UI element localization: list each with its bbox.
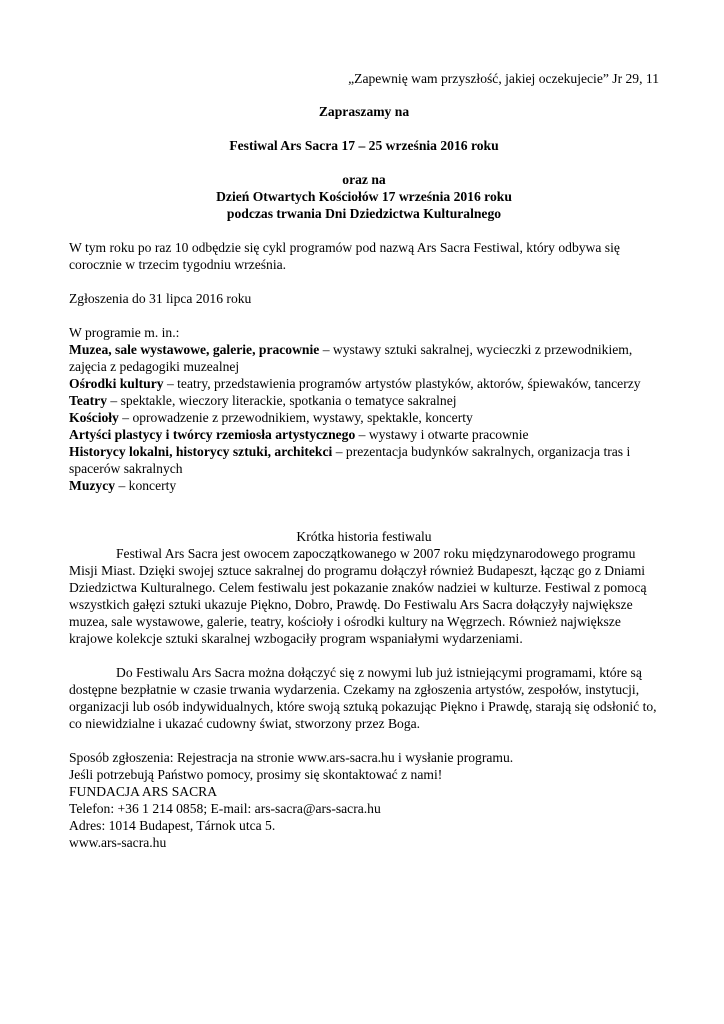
program-item-term: Artyści plastycy i twórcy rzemiosła artystycznego <box>69 427 356 442</box>
program-item <box>69 426 659 443</box>
program-item <box>69 409 659 426</box>
program-item <box>69 341 659 375</box>
contact-block <box>69 749 659 851</box>
program-item-desc: – oprowadzenie z przewodnikiem, wystawy, spektakle, koncerty <box>118 410 473 425</box>
phone-email-text: Telefon: +36 1 214 0858; E-mail: ars-sacra@ars-sacra.hu <box>69 801 381 816</box>
program-item-desc: – wystawy i otwarte pracownie <box>355 427 529 442</box>
program-item-desc: – prezentacja budynków sakralnych, organizacja tras i spacerów sakralnych <box>69 444 631 476</box>
website-text: www.ars-sacra.hu <box>69 835 167 850</box>
program-item-desc: – wystawy sztuki sakralnej, wycieczki z przewodnikiem, zajęcia z pedagogiki muzealnej <box>69 342 633 374</box>
program-item-term: Teatry <box>69 393 108 408</box>
program-item-desc: – teatry, przedstawienia programów artystów plastyków, aktorów, śpiewaków, tancerzy <box>163 376 641 391</box>
program-item <box>69 443 659 477</box>
deadline-text: Zgłoszenia do 31 lipca 2016 roku <box>69 291 252 306</box>
program-list <box>69 341 659 494</box>
program-item-term: Historycy lokalni, historycy sztuki, architekci <box>69 444 333 459</box>
program-item-term: Ośrodki kultury <box>69 376 164 391</box>
open-day-title: Dzień Otwartych Kościołów 17 września 2016 roku <box>216 189 512 204</box>
program-heading: W programie m. in.: <box>69 325 180 340</box>
history-title: Krótka historia festiwalu <box>296 529 432 544</box>
organization-name: FUNDACJA ARS SACRA <box>69 784 218 799</box>
oraz-heading: oraz na <box>342 172 386 187</box>
program-item-term: Muzea, sale wystawowe, galerie, pracownie <box>69 342 320 357</box>
program-item-desc: – spektakle, wieczory literackie, spotkania o tematyce sakralnej <box>107 393 457 408</box>
bible-quote: „Zapewnię wam przyszłość, jakiej oczekujecie” Jr 29, 11 <box>348 71 659 86</box>
program-item-term: Muzycy <box>69 478 116 493</box>
history-paragraph-2: Do Festiwalu Ars Sacra można dołączyć się z nowymi lub już istniejącymi programami, które są dostępne bezpłatnie w czasie trwania wydarzenia. Czekamy na zgłoszenia artystów, zespołów, instytucji, organizacji lub osób indywidualnych, które swoją sztuką pokazując Piękno i Prawdę, starają się odsłonić to, co niewidzialne i ukazać cudowny świat, stworzony przez Boga. <box>69 665 657 731</box>
document-page <box>69 70 659 851</box>
heritage-days-subtitle: podczas trwania Dni Dziedzictwa Kulturalnego <box>226 206 502 221</box>
program-item-desc: – koncerty <box>115 478 177 493</box>
invite-heading: Zapraszamy na <box>318 104 410 119</box>
intro-paragraph: W tym roku po raz 10 odbędzie się cykl programów pod nazwą Ars Sacra Festiwal, który odbywa się corocznie w trzecim tygodniu września. <box>69 240 620 272</box>
program-item <box>69 375 659 392</box>
address-text: Adres: 1014 Budapest, Tárnok utca 5. <box>69 818 276 833</box>
history-paragraph-1: Festiwal Ars Sacra jest owocem zapoczątkowanego w 2007 roku międzynarodowego programu Misji Miast. Dzięki swojej sztuce sakralnej do programu dołączył również Budapeszt, łącząc go z Dniami Dziedzictwa Kulturalnego. Celem festiwalu jest pokazanie znaków nadziei w kulturze. Festiwal z pomocą wszystkich gałęzi sztuki ukazuje Piękno, Dobro, Prawdę. Do Festiwalu Ars Sacra dołączyły największe muzea, sale wystawowe, galerie, teatry, kościoły i ośrodki kultury na Węgrzech. Również największe krajowe kolekcje sztuki skaralnej wzbogaciły program wspaniałymi wydarzeniami. <box>69 546 647 646</box>
program-item <box>69 392 659 409</box>
help-text: Jeśli potrzebują Państwo pomocy, prosimy się skontaktować z nami! <box>69 767 443 782</box>
festival-title: Festiwal Ars Sacra 17 – 25 września 2016 roku <box>229 138 499 153</box>
registration-text: Sposób zgłoszenia: Rejestracja na stronie www.ars-sacra.hu i wysłanie programu. <box>69 750 514 765</box>
program-item-term: Kościoły <box>69 410 119 425</box>
program-item <box>69 477 659 494</box>
